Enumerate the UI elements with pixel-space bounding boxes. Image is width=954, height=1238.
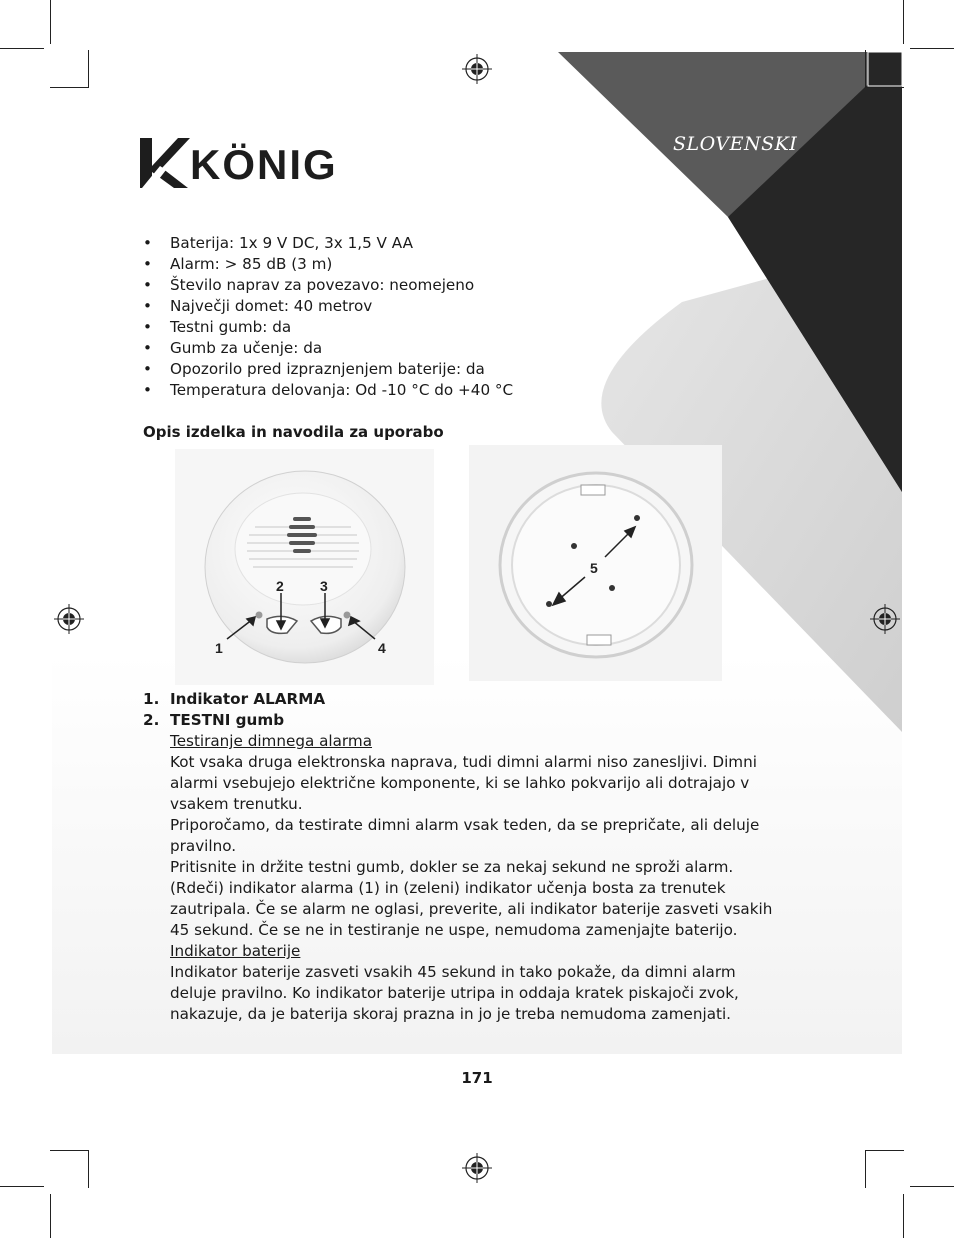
bullet: • bbox=[143, 339, 152, 357]
konig-logo bbox=[140, 136, 340, 190]
item-title: TESTNI gumb bbox=[170, 711, 285, 729]
crop-mark bbox=[910, 48, 954, 49]
crop-mark bbox=[910, 1186, 954, 1187]
crop-mark bbox=[88, 1150, 89, 1188]
corner-square bbox=[868, 52, 902, 86]
crop-mark bbox=[866, 87, 904, 88]
list-item bbox=[143, 296, 513, 317]
label-3: 3 bbox=[320, 578, 328, 594]
crop-mark bbox=[903, 0, 904, 44]
crop-mark bbox=[50, 87, 88, 88]
item-number: 2. bbox=[143, 711, 160, 729]
paragraph: Priporočamo, da testirate dimni alarm vsak teden, da se prepričate, ali deluje pravilno. bbox=[170, 816, 760, 855]
page-number: 171 bbox=[461, 1069, 493, 1087]
bullet: • bbox=[143, 255, 152, 273]
brand-text: KÖNIG bbox=[190, 141, 338, 188]
crop-mark bbox=[50, 0, 51, 44]
registration-mark-icon bbox=[870, 604, 900, 634]
crop-mark bbox=[865, 1150, 866, 1188]
label-2: 2 bbox=[276, 578, 284, 594]
list-item bbox=[143, 233, 513, 254]
crop-mark bbox=[903, 1194, 904, 1238]
spec-text: Baterija: 1x 9 V DC, 3x 1,5 V AA bbox=[170, 234, 413, 252]
spec-text: Testni gumb: da bbox=[170, 318, 292, 336]
list-item bbox=[143, 689, 783, 710]
smoke-detector-front-illustration bbox=[175, 449, 434, 685]
spec-text: Število naprav za povezavo: neomejeno bbox=[170, 276, 475, 294]
label-4: 4 bbox=[378, 640, 386, 656]
list-item bbox=[143, 380, 513, 401]
item-title: Indikator ALARMA bbox=[170, 690, 326, 708]
bullet: • bbox=[143, 318, 152, 336]
label-5: 5 bbox=[590, 560, 598, 576]
list-item bbox=[143, 254, 513, 275]
paragraph: Pritisnite in držite testni gumb, dokler se za nekaj sekund ne sproži alarm. (Rdeči) indikator alarma (1) in (zeleni) indikator učenja bosta za trenutek zautripala. Če se alarm ne oglasi, preverite, ali indikator baterije zasveti vsakih 45 sekund. Če se ne in testiranje ne uspe, nemudoma zamenjajte baterijo. bbox=[170, 858, 773, 939]
crop-mark bbox=[50, 1194, 51, 1238]
crop-mark bbox=[0, 1186, 44, 1187]
list-item bbox=[143, 317, 513, 338]
smoke-detector-front-photo bbox=[175, 449, 434, 685]
label-1: 1 bbox=[215, 640, 223, 656]
bullet: • bbox=[143, 234, 152, 252]
mounting-plate-photo bbox=[469, 445, 722, 681]
bullet: • bbox=[143, 360, 152, 378]
crop-mark bbox=[50, 1150, 88, 1151]
subheading-testing: Testiranje dimnega alarma bbox=[170, 732, 373, 750]
list-item bbox=[143, 275, 513, 296]
feature-list bbox=[143, 689, 783, 1025]
spec-list bbox=[143, 233, 513, 401]
list-item bbox=[143, 338, 513, 359]
section-title: Opis izdelka in navodila za uporabo bbox=[143, 423, 444, 441]
spec-text: Opozorilo pred izpraznjenjem baterije: da bbox=[170, 360, 485, 378]
crop-mark bbox=[865, 50, 866, 88]
mounting-plate-illustration bbox=[469, 445, 722, 681]
crop-mark bbox=[88, 50, 89, 88]
bullet: • bbox=[143, 276, 152, 294]
paragraph: Kot vsaka druga elektronska naprava, tudi dimni alarmi niso zanesljivi. Dimni alarmi vsebujejo električne komponente, ki se lahko pokvarijo ali dotrajajo v vsakem trenutku. bbox=[170, 753, 757, 813]
list-item bbox=[143, 359, 513, 380]
spec-text: Alarm: > 85 dB (3 m) bbox=[170, 255, 333, 273]
language-label: SLOVENSKI bbox=[673, 133, 798, 155]
spec-text: Največji domet: 40 metrov bbox=[170, 297, 373, 315]
registration-mark-icon bbox=[462, 1153, 492, 1183]
bullet: • bbox=[143, 297, 152, 315]
list-item bbox=[143, 710, 783, 1025]
crop-mark bbox=[0, 48, 44, 49]
spec-text: Gumb za učenje: da bbox=[170, 339, 323, 357]
paragraph: Indikator baterije zasveti vsakih 45 sekund in tako pokaže, da dimni alarm deluje pravilno. Ko indikator baterije utripa in oddaja kratek piskajoči zvok, nakazuje, da je baterija skoraj prazna in jo je treba nemudoma zamenjati. bbox=[170, 963, 739, 1023]
crop-mark bbox=[866, 1150, 904, 1151]
subheading-battery-indicator: Indikator baterije bbox=[170, 942, 301, 960]
bullet: • bbox=[143, 381, 152, 399]
registration-mark-icon bbox=[462, 54, 492, 84]
item-number: 1. bbox=[143, 690, 160, 708]
registration-mark-icon bbox=[54, 604, 84, 634]
spec-text: Temperatura delovanja: Od -10 °C do +40 °C bbox=[170, 381, 514, 399]
